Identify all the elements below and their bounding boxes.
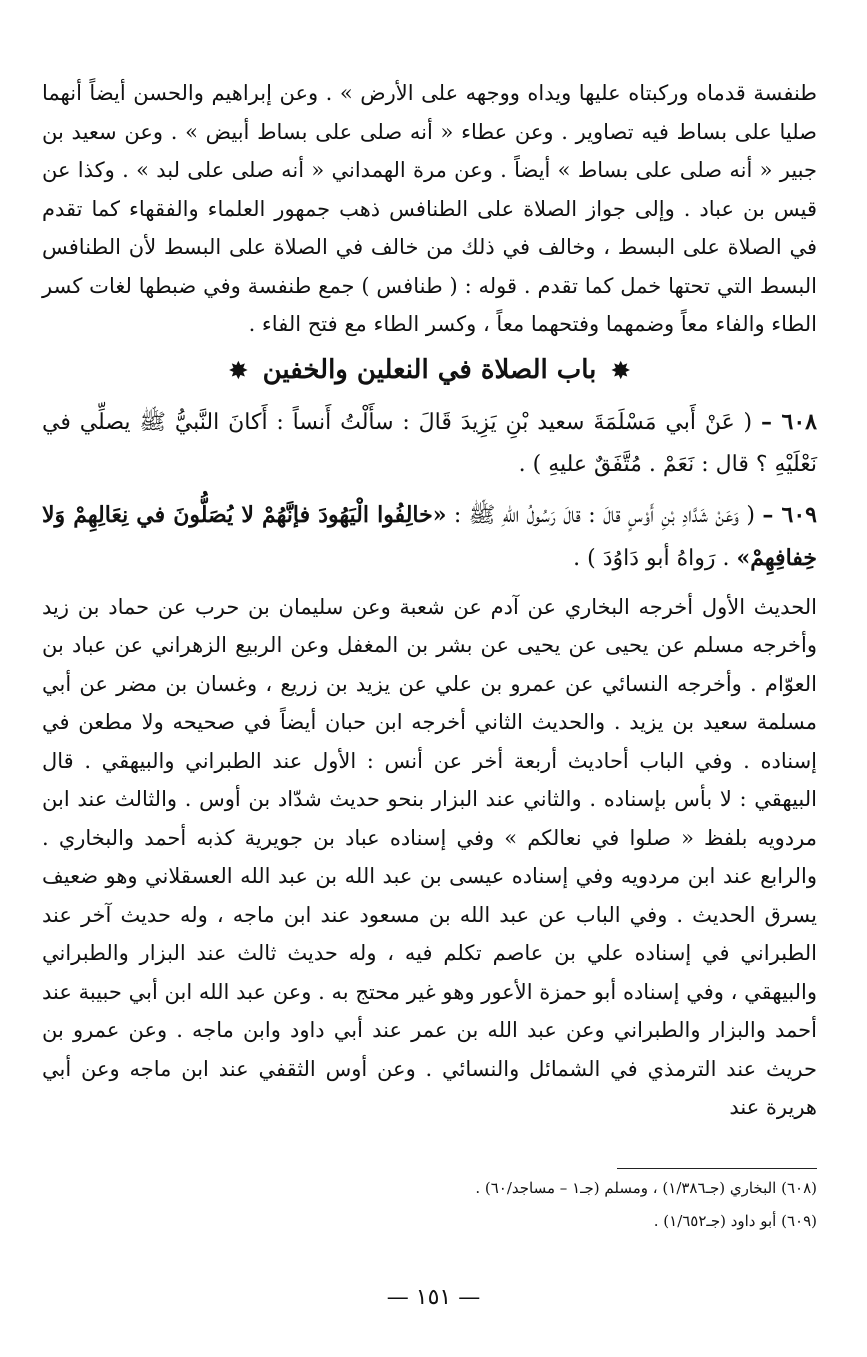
chapter-title-text: باب الصلاة في النعلين والخفين — [262, 354, 597, 385]
footnote-line: (٦٠٩) أبو داود (جـ١/٦٥٢) . — [653, 1212, 817, 1230]
ornament-star-icon: ✸ — [229, 357, 248, 384]
page-number: — ١٥١ — — [386, 1285, 481, 1310]
hadith-text: ( وَعَنْ شَدَّادِ بْنِ أَوْسٍ قالَ : قالَ رَسُولُ اللهِ ﷺ : — [453, 502, 755, 528]
hadith-609 — [42, 494, 817, 580]
hadith-608 — [42, 401, 817, 486]
ornament-star-icon: ✸ — [611, 357, 630, 384]
hadith-number: ٦٠٩ – — [762, 501, 817, 528]
hadith-source: . رَواهُ أبو دَاوُدَ ) . — [573, 545, 730, 571]
commentary-paragraph: الحديث الأول أخرجه البخاري عن آدم عن شعبة وعن سليمان بن حرب عن حماد بن زيد وأخرجه مسلم عن يحيى عن يحيى عن بشر بن المغفل وعن الربيع الزهراني عن عباد بن العوّام . وأخرجه النسائي عن عمرو بن علي عن يزيد بن زريع ، وغسان بن مضر عن أبي مسلمة سعيد بن يزيد . والحديث الثاني أخرجه ابن حبان أيضاً في صحيحه ولا مطعن في إسناده . وفي الباب أحاديث أربعة أخر عن أنس : الأول عند الطبراني والبيهقي . قال البيهقي : لا بأس بإسناده . والثاني عند البزار بنحو حديث شدّاد بن أوس . والثالث عند ابن مردويه بلفظ « صلوا في نعالكم » وفي إسناده عباد بن جويرية كذبه أحمد والبخاري . والرابع عند ابن مردويه وفي إسناده عيسى بن عبد الله بن عبد الله العسقلاني وهو ضعيف يسرق الحديث . وفي الباب عن عبد الله بن مسعود عند ابن ماجه ، وله حديث آخر عند الطبراني في إسناده علي بن عاصم تكلم فيه ، وله حديث ثالث عند البزار والطبراني والبيهقي ، وفي إسناده أبو حمزة الأعور وهو غير محتج به . وعن عبد الله ابن أبي حبيبة عند أحمد والبزار والطبراني وعن عبد الله بن عمر عند أبي داود وابن ماجه . وعن عمرو بن حريث عند الترمذي في الشمائل والنسائي . وعن أوس الثقفي عند ابن ماجه وعن أبي هريرة عند — [42, 594, 817, 1119]
footnotes — [42, 1172, 817, 1238]
chapter-heading — [42, 350, 817, 391]
hadith-prophetic-quote: «خالِفُوا الْيَهُودَ فإنَّهُمْ لا يُصَلُّونَ في نِعَالِهِمْ وَلا خِفافِهِمْ» — [42, 501, 817, 571]
hadith-text: ( عَنْ أَبي مَسْلَمَةَ سعيد بْنِ يَزِيدَ قَالَ : سأَلْتُ أَنساً : أَكانَ النَّبيُّ ﷺ يصلِّي في نَعْلَيْهِ ؟ قال : نَعَمْ . مُتَّفَقٌ عليهِ ) . — [42, 409, 817, 477]
hadith-number: ٦٠٨ – — [761, 408, 817, 435]
intro-paragraph: طنفسة قدماه وركبتاه عليها ويداه ووجهه على الأرض » . وعن إبراهيم والحسن أيضاً أنهما صليا على بساط فيه تصاوير . وعن عطاء « أنه صلى على بساط أبيض » . وعن سعيد بن جبير « أنه صلى على بساط » أيضاً . وعن مرة الهمداني « أنه صلى على لبد » . وكذا عن قيس بن عباد . وإلى جواز الصلاة على الطنافس ذهب جمهور العلماء والفقهاء كما تقدم في الصلاة على البسط ، وخالف في ذلك من خالف في الصلاة على البسط لأن الطنافس البسط التي تحتها خمل كما تقدم . قوله : ( طنافس ) جمع طنفسة وفي ضبطها لغات كسر الطاء والفاء معاً وضمهما وفتحهما معاً ، وكسر الطاء مع فتح الفاء . — [42, 81, 817, 336]
footnote-line: (٦٠٨) البخاري (جـ١/٣٨٦) ، ومسلم (جـ١ – مساجد/٦٠) . — [475, 1179, 817, 1197]
